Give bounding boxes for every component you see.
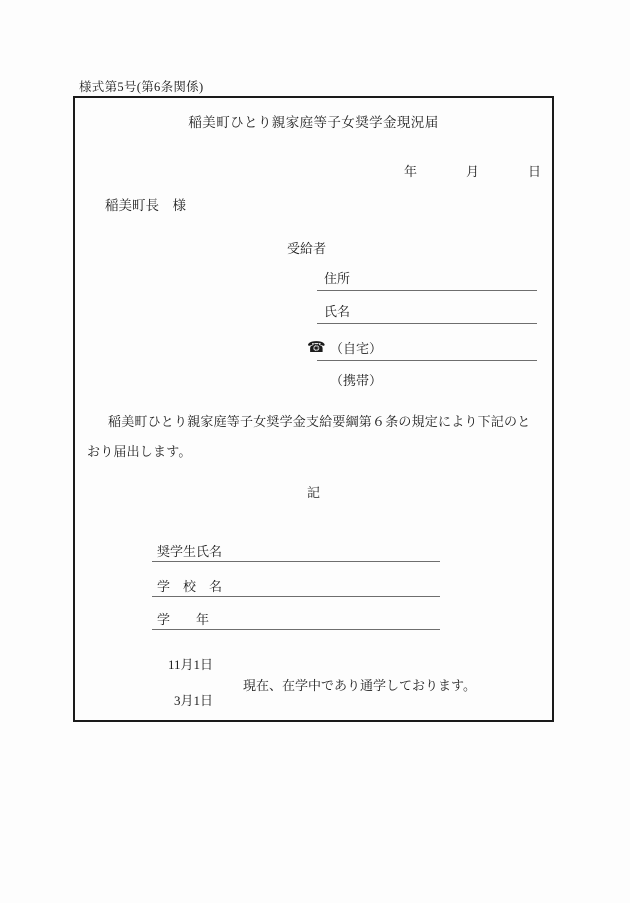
- phone-home-label: （自宅）: [330, 341, 383, 356]
- form-number-label: 様式第5号(第6条関係): [79, 80, 204, 94]
- attendance-date-march: 3月1日: [173, 693, 213, 708]
- student-name-field-line[interactable]: [152, 543, 440, 562]
- addressee: 稲美町長 様: [105, 198, 186, 213]
- record-marker: 記: [306, 485, 320, 500]
- document-title: 稲美町ひとり親家庭等子女奨学金現況届: [188, 115, 439, 130]
- name-label: 氏名: [324, 304, 351, 319]
- recipient-section-label: 受給者: [287, 241, 327, 256]
- telephone-icon: ☎: [307, 340, 326, 356]
- date-line: [75, 161, 552, 180]
- attendance-date-november: 11月1日: [167, 657, 213, 672]
- date-day-label: 日: [527, 164, 541, 179]
- address-label: 住所: [324, 271, 351, 286]
- address-field-line[interactable]: [317, 270, 537, 291]
- attendance-statement: 現在、在学中であり通学しております。: [243, 678, 476, 693]
- date-year-label: 年: [403, 164, 417, 179]
- date-month-label: 月: [465, 164, 479, 179]
- body-paragraph: 稲美町ひとり親家庭等子女奨学金支給要綱第６条の規定により下記のとおり届出します。: [87, 414, 531, 459]
- school-year-label: 学 年: [157, 612, 210, 627]
- name-field-line[interactable]: [317, 303, 537, 324]
- school-year-field-line[interactable]: [152, 611, 440, 630]
- school-name-label: 学 校 名: [157, 579, 223, 594]
- phone-mobile-label: （携帯）: [330, 373, 383, 388]
- form-box: [73, 96, 554, 722]
- school-name-field-line[interactable]: [152, 578, 440, 597]
- phone-home-field-line[interactable]: [317, 340, 537, 361]
- student-name-label: 奨学生氏名: [157, 544, 223, 559]
